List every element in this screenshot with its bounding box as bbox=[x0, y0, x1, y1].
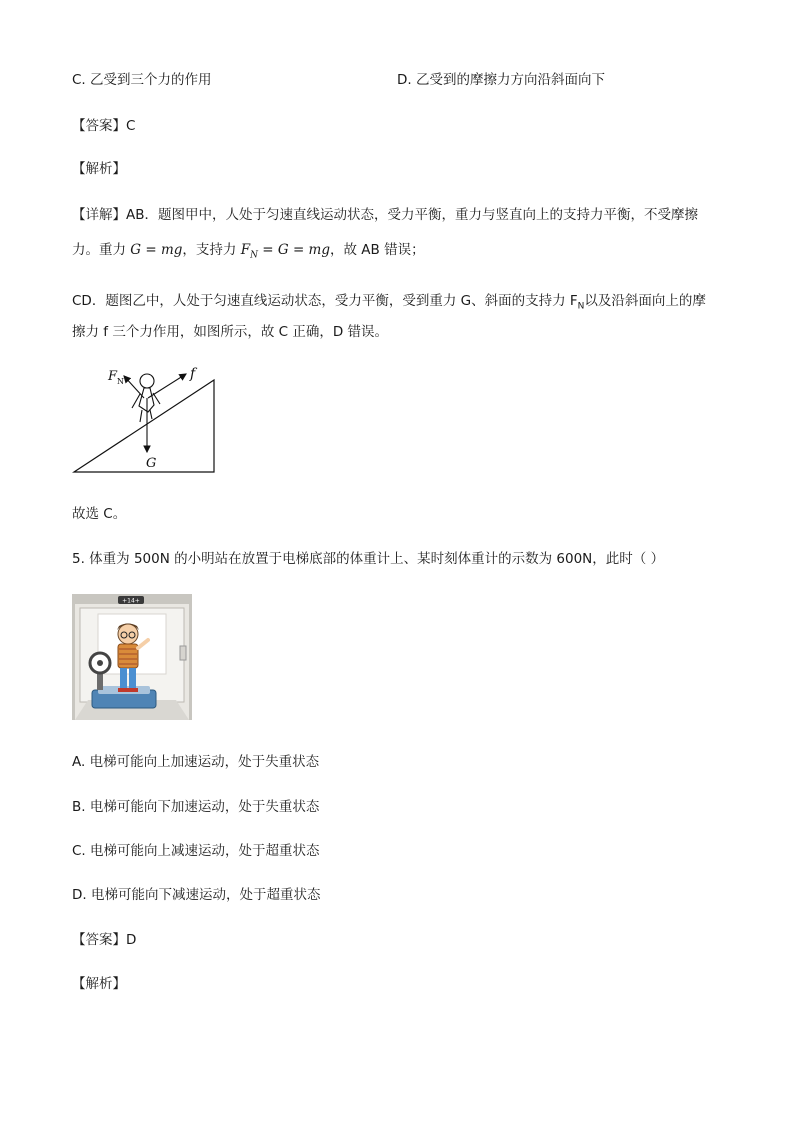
analysis-label: 【解析】 bbox=[72, 161, 126, 177]
answer-row bbox=[72, 928, 136, 948]
incline-triangle bbox=[74, 380, 214, 472]
detail-paragraph-2-line-1: CD．题图乙中，人处于匀速直线运动状态，受力平衡，受到重力 G、斜面的支持力 $F_N$以及沿斜面向上的摩 bbox=[72, 293, 706, 312]
label-fn: $F_N$ bbox=[108, 369, 125, 386]
conclusion: 故选 C。 bbox=[72, 506, 127, 522]
detail-text: AB．题图甲中，人处于匀速直线运动状态，受力平衡，重力与竖直向上的支持力平衡，不受摩擦 bbox=[126, 207, 698, 223]
question-5-stem: 5. 体重为 500N 的小明站在放置于电梯底部的体重计上、某时刻体重计的示数为 600N，此时（ ） bbox=[72, 551, 665, 567]
detail-paragraph-1-line-1 bbox=[72, 203, 698, 223]
normal-force-arrow bbox=[124, 376, 144, 398]
option-a: A. 电梯可能向上加速运动，处于失重状态 bbox=[72, 754, 320, 770]
option-d: D. 乙受到的摩擦力方向沿斜面向下 bbox=[397, 72, 605, 88]
incline-force-diagram bbox=[68, 360, 224, 476]
elevator-floor-display: +14+ bbox=[122, 597, 140, 605]
detail-paragraph-1-line-2 bbox=[72, 238, 425, 261]
answer-value: D bbox=[126, 932, 137, 948]
detail-text: 力。重力 bbox=[72, 242, 126, 258]
option-c: C. 乙受到三个力的作用 bbox=[72, 72, 212, 88]
elevator-illustration bbox=[72, 594, 192, 720]
formula-gravity: G = mg bbox=[130, 242, 183, 258]
answer-row bbox=[72, 114, 135, 134]
detail-text: ，支持力 bbox=[182, 242, 237, 258]
label-f: f bbox=[190, 366, 196, 382]
detail-text: ，故 AB 错误； bbox=[329, 242, 425, 258]
answer-label: 【答案】 bbox=[72, 118, 126, 134]
answer-label: 【答案】 bbox=[72, 932, 126, 948]
detail-label: 【详解】 bbox=[72, 207, 126, 223]
option-c: C. 电梯可能向上减速运动，处于超重状态 bbox=[72, 843, 320, 859]
answer-value: C bbox=[126, 118, 136, 134]
formula-normal-force: $F_N = G$ = mg bbox=[240, 242, 330, 261]
detail-paragraph-2-line-2: 擦力 f 三个力作用，如图所示，故 C 正确，D 错误。 bbox=[72, 324, 389, 340]
option-b: B. 电梯可能向下加速运动，处于失重状态 bbox=[72, 799, 320, 815]
label-g: G bbox=[146, 456, 157, 471]
analysis-label: 【解析】 bbox=[72, 976, 126, 992]
option-d: D. 电梯可能向下减速运动，处于超重状态 bbox=[72, 887, 321, 903]
person-figure bbox=[132, 374, 160, 422]
